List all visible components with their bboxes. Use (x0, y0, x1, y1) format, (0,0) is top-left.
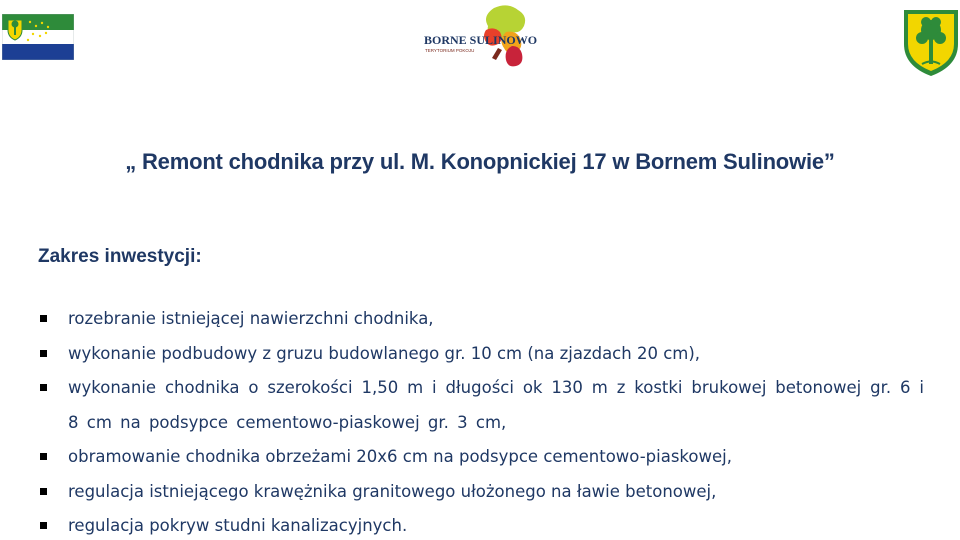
scope-list (36, 302, 924, 540)
list-item (36, 475, 924, 510)
square-bullet-icon (40, 384, 47, 391)
list-item-text: wykonanie chodnika o szerokości 1,50 m i długości ok 130 m z kostki brukowej betonowej gr. 6 i 8 cm na podsypce cementowo-piaskowej gr. 3 cm, (68, 378, 924, 432)
list-item (36, 302, 924, 337)
square-bullet-icon (40, 488, 47, 495)
logo-subtext: TERYTORIUM POKOJU (425, 48, 475, 53)
list-item-text: rozebranie istniejącej nawierzchni chodnika, (68, 309, 434, 328)
logo-text: BORNE SULINOWO (424, 33, 538, 47)
list-item-text: wykonanie podbudowy z gruzu budowlanego gr. 10 cm (na zjazdach 20 cm), (68, 343, 701, 363)
list-item-text: obramowanie chodnika obrzeżami 20x6 cm na podsypce cementowo-piaskowej, (68, 447, 732, 466)
list-item-text: regulacja pokryw studni kanalizacyjnych. (68, 516, 408, 535)
borne-sulinowo-logo (416, 2, 540, 70)
list-item (36, 509, 924, 540)
list-item (36, 371, 924, 440)
page-title: „ Remont chodnika przy ul. M. Konopnickiej 17 w Bornem Sulinowie” (125, 149, 835, 174)
list-item (36, 337, 924, 372)
list-item (36, 440, 924, 475)
square-bullet-icon (40, 315, 47, 322)
square-bullet-icon (40, 453, 47, 460)
list-item-text: regulacja istniejącego krawężnika granitowego ułożonego na ławie betonowej, (68, 481, 717, 501)
square-bullet-icon (40, 350, 47, 357)
square-bullet-icon (40, 522, 47, 529)
municipality-flag-icon (2, 14, 74, 60)
coat-of-arms-icon (902, 8, 960, 78)
section-heading: Zakres inwestycji: (38, 246, 202, 267)
